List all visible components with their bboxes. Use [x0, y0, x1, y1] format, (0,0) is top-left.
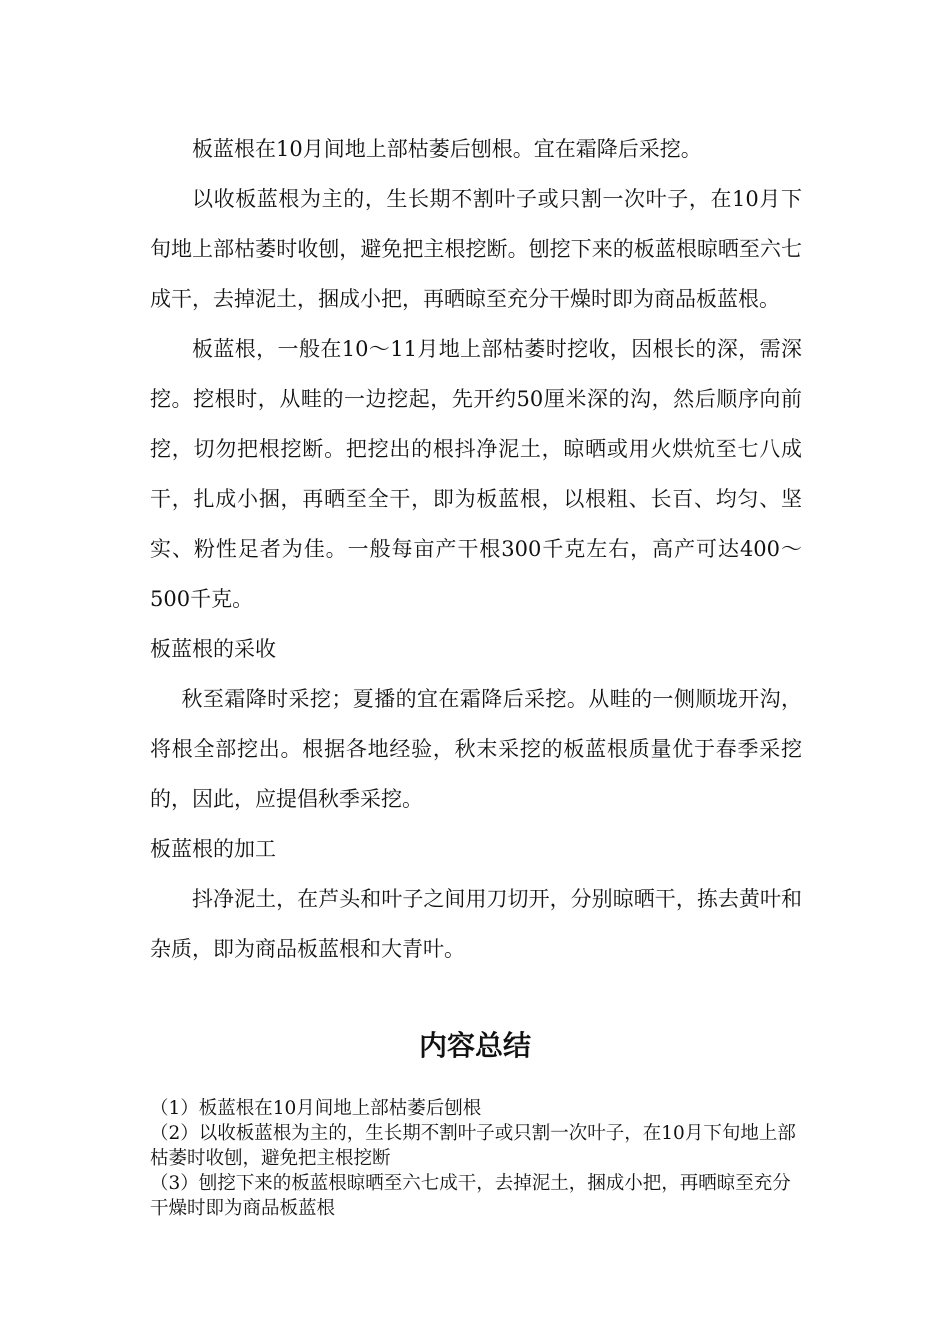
- summary-item: （1）板蓝根在10月间地上部枯萎后刨根: [150, 1098, 482, 1119]
- paragraph-root-harvest: 以收板蓝根为主的，生长期不割叶子或只割一次叶子，在10月下旬地上部枯萎时收刨，避免把主根挖断。刨挖下来的板蓝根晾晒至六七成干，去掉泥土，捆成小把，再晒晾至充分干燥时即为商品板蓝根。: [150, 187, 802, 311]
- section-heading-harvest: 板蓝根的采收: [150, 637, 276, 661]
- body-text: [150, 124, 802, 974]
- summary-list: [150, 1096, 802, 1221]
- section-text-processing: 抖净泥土，在芦头和叶子之间用刀切开，分别晾晒干，拣去黄叶和杂质，即为商品板蓝根和大青叶。: [150, 887, 802, 961]
- summary-item: （2）以收板蓝根为主的，生长期不割叶子或只割一次叶子，在10月下旬地上部枯萎时收刨，避免把主根挖断: [150, 1123, 796, 1169]
- summary-item: （3）刨挖下来的板蓝根晾晒至六七成干，去掉泥土，捆成小把，再晒晾至充分干燥时即为商品板蓝根: [150, 1173, 791, 1219]
- section-text-harvest: 秋至霜降时采挖；夏播的宜在霜降后采挖。从畦的一侧顺垅开沟，将根全部挖出。根据各地经验，秋末采挖的板蓝根质量优于春季采挖的，因此，应提倡秋季采挖。: [150, 687, 802, 811]
- summary-title: 内容总结: [418, 1029, 531, 1062]
- paragraph-deep-digging: 板蓝根，一般在10～11月地上部枯萎时挖收，因根长的深，需深挖。挖根时，从畦的一边挖起，先开约50厘米深的沟，然后顺序向前挖，切勿把根挖断。把挖出的根抖净泥土，晾晒或用火烘炕至七八成干，扎成小捆，再晒至全干，即为板蓝根，以根粗、长百、均匀、坚实、粉性足者为佳。一般每亩产干根300千克左右，高产可达400～500千克。: [150, 337, 802, 611]
- section-heading-processing: 板蓝根的加工: [150, 837, 276, 861]
- paragraph-harvest-time: 板蓝根在10月间地上部枯萎后刨根。宜在霜降后采挖。: [192, 137, 702, 161]
